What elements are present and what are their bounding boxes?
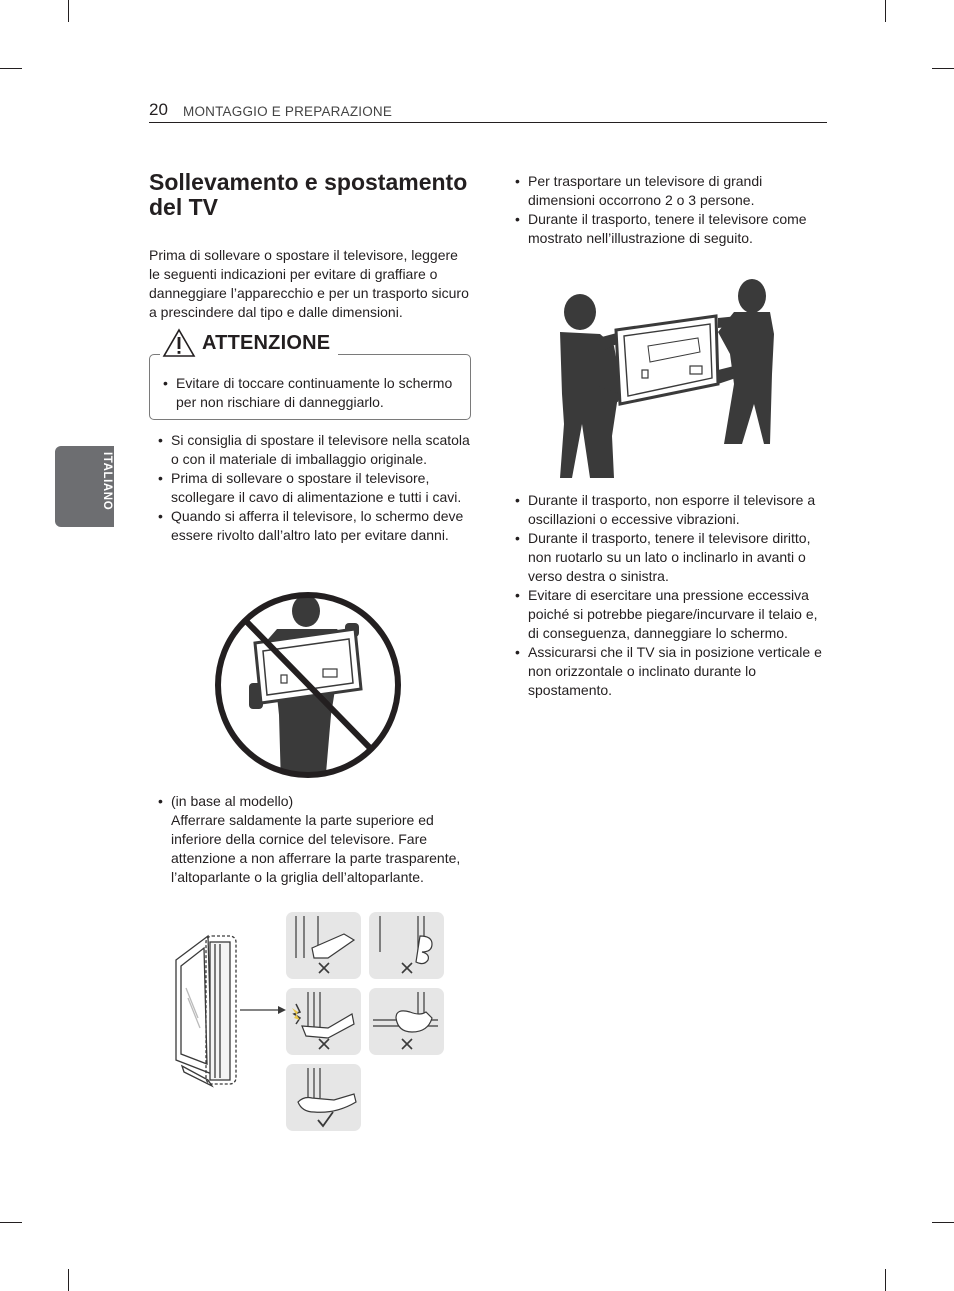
crop-mark [885, 0, 886, 22]
page-number: 20 [149, 100, 168, 119]
list-item: • Assicurarsi che il TV sia in posizione verticale e non orizzontale o inclinato durante lo spostamento. [506, 643, 828, 700]
warning-triangle-icon [162, 328, 196, 358]
list-item: • Per trasportare un televisore di grandi dimensioni occorrono 2 o 3 persone. [506, 172, 828, 210]
prohibited-single-person-carry-illustration [205, 585, 411, 785]
list-item [149, 792, 479, 887]
crop-mark [932, 1222, 954, 1223]
tv-grip-illustration [168, 908, 448, 1134]
left-bullet-list [149, 431, 479, 545]
two-person-carry-illustration [558, 274, 778, 478]
crop-mark [68, 0, 69, 22]
right-bullet-list-top [506, 172, 828, 248]
right-bullet-list-bottom [506, 491, 828, 700]
caution-list [154, 374, 466, 412]
model-note [149, 792, 479, 887]
model-note-line1: • (in base al modello) [171, 793, 294, 809]
language-tab [55, 446, 114, 527]
crop-mark [932, 68, 954, 69]
section-title: MONTAGGIO E PREPARAZIONE [183, 104, 393, 119]
crop-mark [0, 1222, 22, 1223]
list-item: • Evitare di esercitare una pressione eccessiva poiché si potrebbe piegare/incurvare il telaio e, di conseguenza, danneggiare lo schermo. [506, 586, 828, 643]
crop-mark [68, 1269, 69, 1291]
list-item: • Durante il trasporto, tenere il televisore diritto, non ruotarlo su un lato o inclinarlo in avanti o verso destra o sinistra. [506, 529, 828, 586]
list-item: • Durante il trasporto, tenere il televisore come mostrato nell’illustrazione di seguito. [506, 210, 828, 248]
caution-header [160, 328, 338, 358]
caution-title: ATTENZIONE [202, 331, 331, 354]
tv-side-view [176, 936, 236, 1086]
list-item: • Evitare di toccare continuamente lo schermo per non rischiare di danneggiarlo. [154, 374, 466, 412]
model-note-line2: Afferrare saldamente la parte superiore ed inferiore della cornice del televisore. Fare attenzione a non afferrare la parte trasparente, l’altoparlante o la griglia dell’altoparlante. [171, 812, 461, 885]
list-item: • Si consiglia di spostare il televisore nella scatola o con il materiale di imballaggio originale. [149, 431, 479, 469]
page-header [149, 100, 827, 123]
list-item: • Durante il trasporto, non esporre il televisore a oscillazioni o eccessive vibrazioni. [506, 491, 828, 529]
page-title: Sollevamento e spostamento del TV [149, 169, 468, 220]
language-tab-label: ITALIANO [101, 452, 113, 511]
list-item: • Prima di sollevare o spostare il televisore, scollegare il cavo di alimentazione e tutti i cavi. [149, 469, 479, 507]
crop-mark [0, 68, 22, 69]
intro-paragraph: Prima di sollevare o spostare il televisore, leggere le seguenti indicazioni per evitare di graffiare o danneggiare l’apparecchio e per un trasporto sicuro a prescindere dal tipo e dalle dimensioni. [149, 247, 469, 320]
list-item: • Quando si afferra il televisore, lo schermo deve essere rivolto dall’altro lato per evitare danni. [149, 507, 479, 545]
crop-mark [885, 1269, 886, 1291]
